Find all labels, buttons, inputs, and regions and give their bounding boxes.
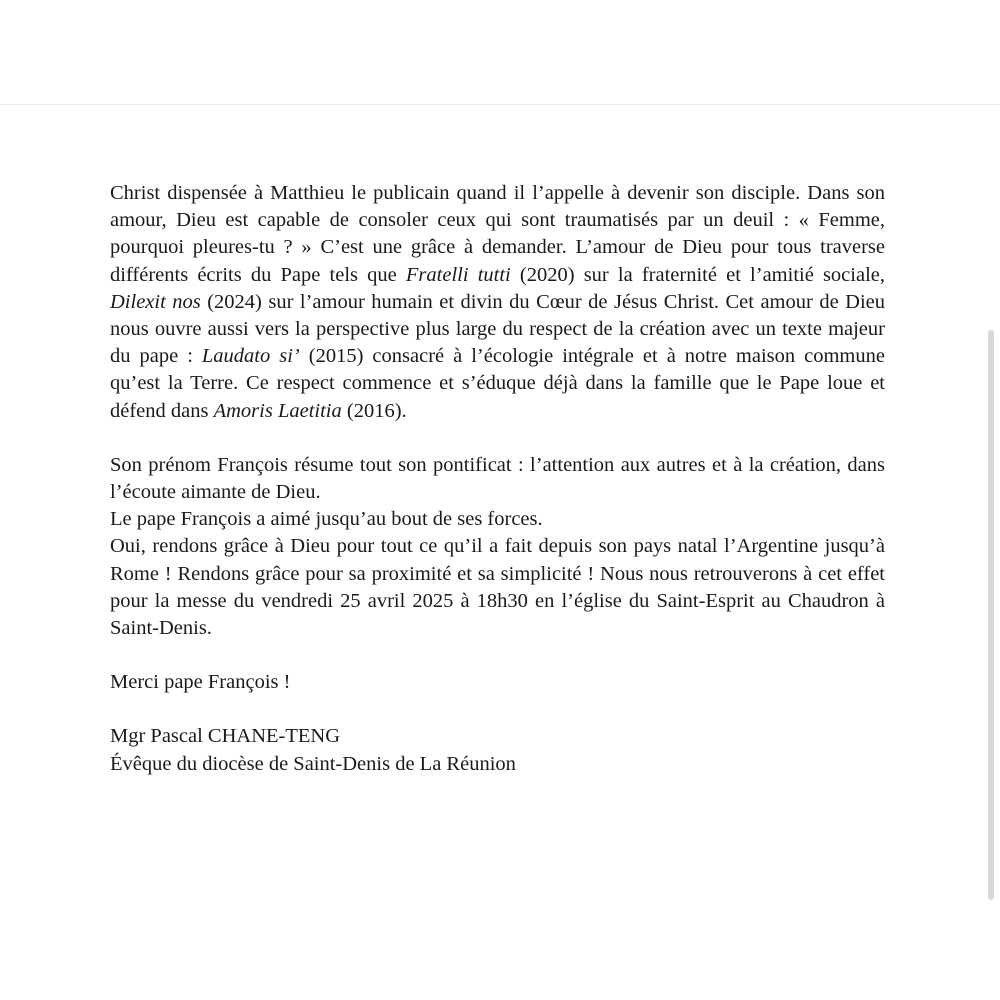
letter-body xyxy=(110,180,885,778)
paragraph-love-of-god xyxy=(110,180,885,425)
title-dilexit-nos: Dilexit nos xyxy=(110,290,201,313)
top-margin xyxy=(0,0,1000,105)
paragraph-text: Christ dispensée à Matthieu le publicain quand il l’appelle à devenir son disciple. Dans son amour, Dieu est capable de consoler ceux qui sont traumatisés par un deuil : « Femme, pourquoi pleures-tu ? » C’est une grâce à demander. L’amour de Dieu pour tous traverse différents écrits du Pape tels que xyxy=(110,182,885,286)
title-amoris-laetitia: Amoris Laetitia xyxy=(213,399,342,422)
signature-name: Mgr Pascal CHANE-TENG xyxy=(110,725,341,748)
paragraph-text: (2015) consacré à l’écologie intégrale et à notre maison commune qu’est la Terre. Ce respect commence et s’éduque déjà dans la famille que le Pape loue et défend dans xyxy=(110,345,885,422)
scrollbar[interactable] xyxy=(988,330,994,900)
title-fratelli-tutti: Fratelli tutti xyxy=(405,263,511,286)
paragraph-aime: Le pape François a aimé jusqu’au bout de ses forces. xyxy=(110,508,543,531)
paragraph-prenom: Son prénom François résume tout son pontificat : l’attention aux autres et à la création, dans l’écoute aimante de Dieu. xyxy=(110,453,885,504)
paragraph-rendons-grace: Oui, rendons grâce à Dieu pour tout ce qu’il a fait depuis son pays natal l’Argentine jusqu’à Rome ! Rendons grâce pour sa proximité et sa simplicité ! Nous nous retrouverons à cet effet pour la messe du vendredi 25 avril 2025 à 18h30 en l’église du Saint-Esprit au Chaudron à Saint-Denis. xyxy=(110,535,885,640)
paragraph-text: (2020) sur la fraternité et l’amitié sociale, xyxy=(510,263,885,286)
paragraph-text: (2024) sur l’amour humain et divin du Cœur de Jésus Christ. Cet amour de Dieu nous ouvre aussi vers la perspective plus large du respect de la création avec un texte majeur du pape : xyxy=(110,290,885,368)
title-laudato-si: Laudato si’ xyxy=(201,345,300,368)
signature-title: Évêque du diocèse de Saint-Denis de La Réunion xyxy=(110,752,516,775)
paragraph-text: (2016). xyxy=(341,399,407,422)
closing-line: Merci pape François ! xyxy=(110,671,291,694)
